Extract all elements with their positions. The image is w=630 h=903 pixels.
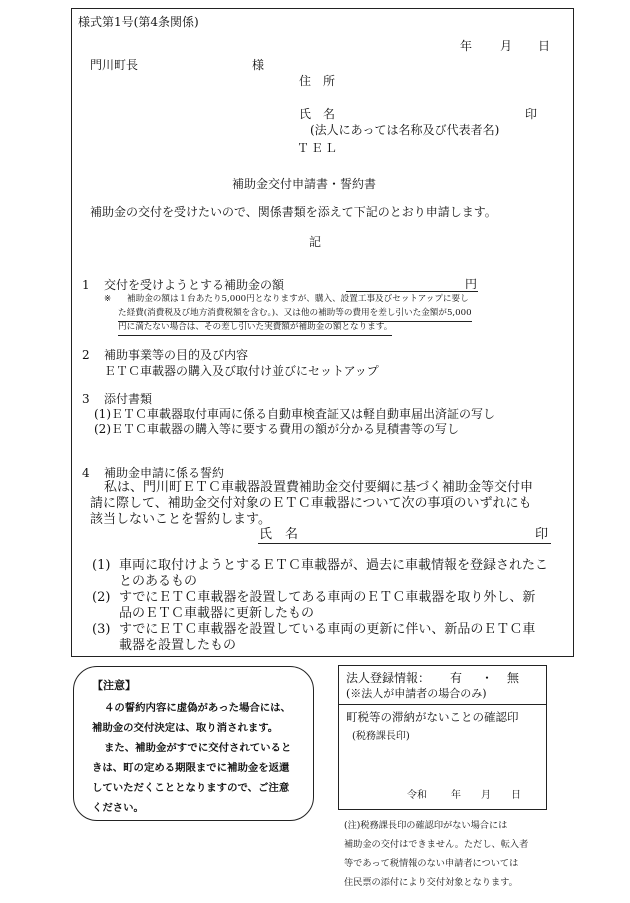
note-line-2: た経費(消費税及び地方消費税額を含む。)、又は他の補助等の費用を差し引いた金額が5,000 xyxy=(118,306,472,322)
address-label: 住 所 xyxy=(299,74,336,88)
note-mark: ※ xyxy=(104,294,112,304)
item3-number: 3 xyxy=(82,392,90,406)
pledge-name-label: 氏 名 xyxy=(259,527,299,542)
tax-month: 月 xyxy=(481,790,491,801)
document-title: 補助金交付申請書・誓約書 xyxy=(232,177,377,191)
footnote-line-2: 補助金の交付はできません。ただし、転入者 xyxy=(344,839,529,850)
item2-content: ＥＴＣ車載器の購入及び取付け並びにセットアップ xyxy=(104,364,379,378)
date-day: 日 xyxy=(538,39,551,53)
notice-line-4: きは、町の定める期限までに補助金を返還 xyxy=(92,762,290,774)
footnote-line-4: 住民票の添付により交付対象となります。 xyxy=(344,877,518,888)
name-label: 氏 名 xyxy=(299,107,336,121)
tax-era: 令和 xyxy=(407,790,427,801)
note-line-3: 円に満たない場合は、その差し引いた実費額が補助金の額となります。 xyxy=(118,320,392,336)
corp-registration-no: 無 xyxy=(507,671,520,685)
cond-3-num: (3) xyxy=(92,622,111,637)
tax-day: 日 xyxy=(511,790,521,801)
notice-line-5: していただくこととなりますので、ご注意 xyxy=(92,782,290,794)
cond-1-line1: 車両に取付けようとするＥＴＣ車載器が、過去に車載情報を登録されたこ xyxy=(119,558,549,573)
cond-3-line1: すでにＥＴＣ車載器を設置している車両の更新に伴い、新品のＥＴＣ車 xyxy=(119,622,536,637)
pledge-signature-line xyxy=(258,543,551,544)
cond-2-line1: すでにＥＴＣ車載器を設置してある車両のＥＴＣ車載器を取り外し、新 xyxy=(119,590,536,605)
corp-note: (法人にあっては名称及び代表者名) xyxy=(310,123,500,137)
item4-number: 4 xyxy=(82,466,90,480)
tax-confirm-title: 町税等の滞納がないことの確認印 xyxy=(346,710,519,724)
notice-line-1: ４の誓約内容に虚偽があった場合には、 xyxy=(104,702,291,714)
notice-title: 【注意】 xyxy=(92,679,136,692)
yen-mark: 円 xyxy=(465,277,478,291)
notice-line-2: 補助金の交付決定は、取り消されます。 xyxy=(92,722,279,734)
tax-year: 年 xyxy=(451,790,461,801)
ki-mark: 記 xyxy=(309,235,322,249)
corp-registration-yes: 有 xyxy=(450,671,463,685)
pledge-line-3: 該当しないことを誓約します。 xyxy=(90,512,271,527)
item2-number: 2 xyxy=(82,348,90,362)
addressee-town: 門川町長 xyxy=(90,58,139,72)
item1-number: 1 xyxy=(82,278,90,292)
item4-label: 補助金申請に係る誓約 xyxy=(104,466,225,480)
pledge-line-2: 請に際して、補助金交付対象のＥＴＣ車載器について次の事項のいずれにも xyxy=(90,496,532,511)
pledge-seal: 印 xyxy=(535,527,549,542)
cond-2-num: (2) xyxy=(92,590,111,605)
intro-text: 補助金の交付を受けたいので、関係書類を添えて下記のとおり申請します。 xyxy=(90,205,497,219)
corp-registration-label: 法人登録情報： xyxy=(346,671,431,685)
cond-2-line2: 品のＥＴＣ車載器に更新したもの xyxy=(119,606,315,621)
addressee-honorific: 様 xyxy=(252,58,265,72)
footnote-line-1: (注)税務課長印の確認印がない場合には xyxy=(344,820,508,831)
item3-label: 添付書類 xyxy=(104,392,153,406)
cond-1-line2: とのあるもの xyxy=(119,574,198,589)
item1-label: 交付を受けようとする補助金の額 xyxy=(104,278,285,292)
tax-box-divider xyxy=(338,704,547,705)
doc-1: (1)ＥＴＣ車載器取付車両に係る自動車検査証又は軽自動車届出済証の写し xyxy=(94,407,496,421)
notice-line-3: また、補助金がすでに交付されていると xyxy=(104,742,292,754)
doc-2: (2)ＥＴＣ車載器の購入等に要する費用の額が分かる見積書等の写し xyxy=(94,422,460,436)
corp-registration-dot: ・ xyxy=(481,671,494,685)
tax-confirm-sub: (税務課長印) xyxy=(352,731,410,742)
cond-1-num: (1) xyxy=(92,558,111,573)
pledge-line-1: 私は、門川町ＥＴＣ車載器設置費補助金交付要綱に基づく補助金等交付申 xyxy=(104,480,534,495)
form-number: 様式第1号(第4条関係) xyxy=(78,15,199,29)
date-month: 月 xyxy=(500,39,513,53)
notice-box xyxy=(73,666,314,821)
notice-line-6: ください。 xyxy=(92,802,144,814)
date-year: 年 xyxy=(460,39,473,53)
corp-registration-note: (※法人が申請者の場合のみ) xyxy=(346,687,487,700)
tel-label: ＴＥＬ xyxy=(297,141,340,155)
seal-mark: 印 xyxy=(525,107,538,121)
item2-label: 補助事業等の目的及び内容 xyxy=(104,348,249,362)
footnote-line-3: 等であって税情報のない申請者については xyxy=(344,858,519,869)
note-line-1: 補助金の額は１台あたり5,000円となりますが、購入、設置工事及びセットアップに要し xyxy=(127,294,469,304)
cond-3-line2: 載器を設置したもの xyxy=(119,638,237,653)
